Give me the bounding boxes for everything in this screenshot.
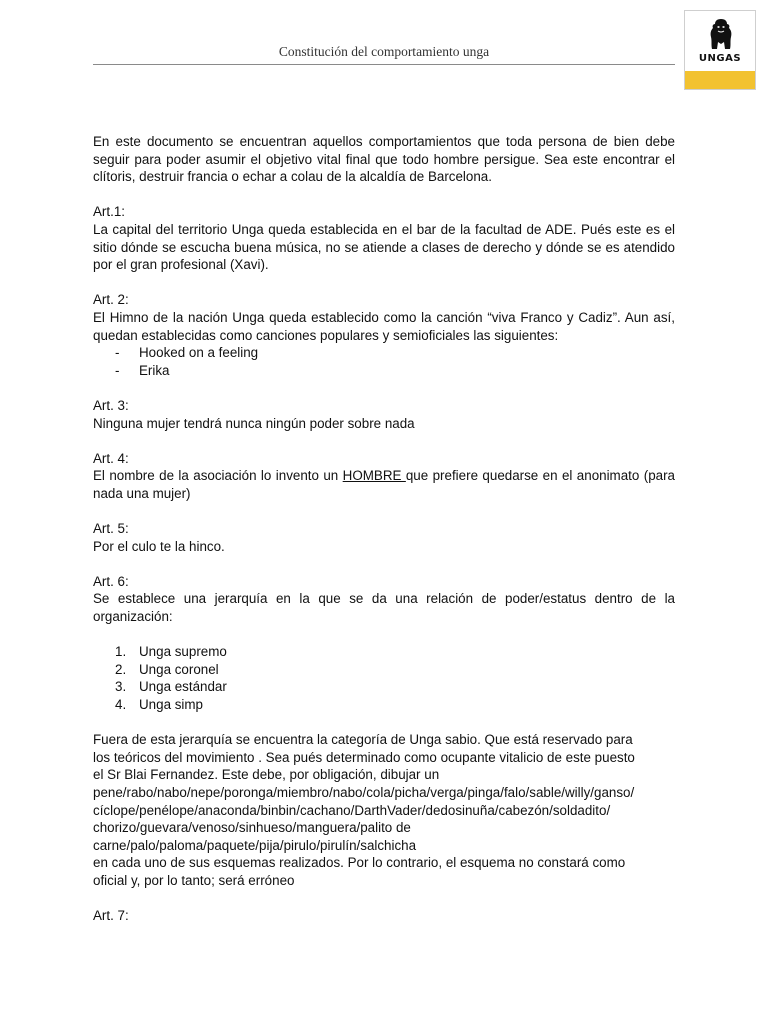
gorilla-icon — [708, 18, 734, 50]
art2-heading: Art. 2: — [93, 292, 129, 308]
sabio-paragraph — [93, 731, 675, 889]
text-line: en cada uno de sus esquemas realizados. Por lo contrario, el esquema no constará como — [93, 855, 626, 871]
text-line: Fuera de esta jerarquía se encuentra la categoría de Unga sabio. Que está reservado para — [93, 732, 633, 748]
art4-text: El nombre de la asociación lo invento un HOMBRE que prefiere quedarse en el anonimato (para nada una mujer) — [93, 468, 675, 501]
art1-heading: Art.1: — [93, 204, 125, 220]
list-item: - Hooked on a feeling — [115, 345, 259, 361]
logo-yellow-bar — [685, 71, 755, 89]
song-list — [93, 344, 675, 379]
logo-wordmark: UNGAS — [698, 53, 742, 64]
art5-heading: Art. 5: — [93, 521, 129, 537]
text-line: cíclope/penélope/anaconda/binbin/cachano/DarthVader/dedosinuña/cabezón/soldadito/ — [93, 802, 611, 818]
list-item: 2. Unga coronel — [115, 661, 219, 677]
text-line: chorizo/guevara/venoso/sinhueso/manguera/palito de — [93, 820, 411, 836]
art2-text: El Himno de la nación Unga queda establecido como la canción “viva Franco y Cadiz”. Aun así, quedan establecidas como canciones populares y semioficiales las siguientes: — [93, 309, 675, 343]
text-line: oficial y, por lo tanto; será erróneo — [93, 872, 295, 888]
document-body — [93, 133, 675, 925]
underlined-word: HOMBRE — [342, 468, 406, 484]
header-divider — [93, 64, 675, 65]
text-line: el Sr Blai Fernandez. Este debe, por obligación, dibujar un — [93, 767, 440, 783]
art6-text: Se establece una jerarquía en la que se da una relación de poder/estatus dentro de la organización: — [93, 591, 675, 625]
art5-text: Por el culo te la hinco. — [93, 538, 225, 554]
ungas-logo — [684, 10, 756, 90]
art7-heading: Art. 7: — [93, 908, 129, 924]
document-header-title: Constitución del comportamiento unga — [278, 44, 490, 59]
art1-text: La capital del territorio Unga queda establecida en el bar de la facultad de ADE. Pués este es el sitio dónde se escucha buena música, no se atiende a clases de derecho y dónde se es atendido por el gran profesional (Xavi). — [93, 221, 675, 273]
art3-text: Ninguna mujer tendrá nunca ningún poder sobre nada — [93, 415, 415, 431]
list-item: 3. Unga estándar — [115, 679, 227, 695]
list-item: 4. Unga simp — [115, 697, 204, 712]
intro-paragraph: En este documento se encuentran aquellos comportamientos que toda persona de bien debe seguir para poder asumir el objetivo vital final que todo hombre persigue. Sea este encontrar el clítoris, destruir francia o echar a colau de la alcaldía de Barcelona. — [93, 134, 675, 185]
art6-heading: Art. 6: — [93, 573, 129, 589]
text-line: pene/rabo/nabo/nepe/poronga/miembro/nabo/cola/picha/verga/pinga/falo/sable/willy/ganso/ — [93, 784, 635, 800]
art3-heading: Art. 3: — [93, 397, 129, 413]
list-item: 1. Unga supremo — [115, 644, 227, 660]
rank-list — [93, 643, 675, 713]
art4-heading: Art. 4: — [93, 450, 129, 466]
text-line: los teóricos del movimiento . Sea pués determinado como ocupante vitalicio de este puesto — [93, 749, 635, 765]
text-line: carne/palo/paloma/paquete/pija/pirulo/pirulín/salchicha — [93, 837, 417, 853]
list-item: - Erika — [115, 362, 170, 378]
